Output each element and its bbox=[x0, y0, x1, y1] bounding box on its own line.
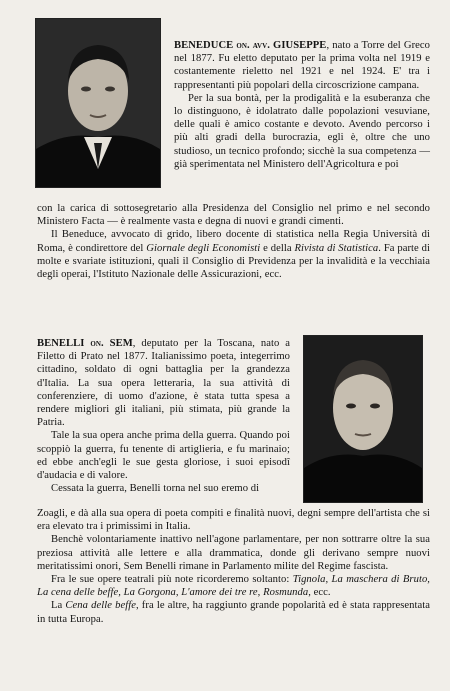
journal-title-2: Rivista di Statistica bbox=[294, 242, 379, 254]
bio-beneduce-para3 bbox=[37, 228, 430, 281]
bio-benelli-name: BENELLI bbox=[37, 338, 85, 349]
bio-beneduce-firstname: GIUSEPPE bbox=[273, 40, 327, 51]
bio-benelli-para6-b: , fra le altre, ha raggiunto grande popolarità ed è stata rappresentata in tutta Europa. bbox=[37, 600, 430, 625]
bio-benelli-para3-continued: Zoagli, e dà alla sua opera di poeta compiti e finalità nuovi, degni sempre dell'artista che si era elevato tra i primissimi in Italia. bbox=[37, 508, 430, 533]
bio-benelli-para6 bbox=[37, 599, 430, 625]
bio-beneduce-para3-b: e della bbox=[260, 242, 295, 254]
bio-beneduce-para2: Per la sua bontà, per la prodigalità e la esuberanza che lo distinguono, è idolatrato dalle popolazioni vesuviane, delle quali è amico costante e devoto. Avendo percorso i più alti gradi della burocrazia, egli è, oltre che uno studioso, un tecnico profondo; sicchè la sua competenza — già sperimentata nel Ministero dell'Agricoltura e poi bbox=[174, 92, 430, 170]
bio-benelli-para5-b: , ecc. bbox=[308, 587, 331, 599]
work-title: Cena delle beffe bbox=[65, 600, 136, 612]
bio-beneduce-title: on. avv. bbox=[236, 40, 270, 51]
bio-beneduce-intro: Torre del Greco nel 1877. Fu eletto deputato per la prima volta nel 1919 e costantemente rieletto nel 1921 e nel 1924. E' tra i rappresentanti più popolari della circoscrizione campana. bbox=[174, 40, 431, 91]
portrait-beneduce-photo bbox=[35, 18, 161, 188]
bio-beneduce-top bbox=[174, 39, 430, 171]
bio-beneduce-line1-rest: , nato a bbox=[326, 40, 359, 51]
bio-benelli-para3-top: Cessata la guerra, Benelli torna nel suo eremo di bbox=[51, 483, 260, 495]
bio-benelli-para4: Benchè volontariamente inattivo nell'agone parlamentare, per non sottrarre oltre la sua preziosa attività alle lettere e alla drammatica, donde gli derivano sempre nuovi meritatissimi onori, Sem Benelli rimane in Parlamento milite del Regime fascista. bbox=[37, 534, 430, 572]
bio-beneduce-name: BENEDUCE bbox=[174, 40, 234, 51]
bio-benelli-para2: Tale la sua opera anche prima della guerra. Quando poi scoppiò la guerra, fu tenente di artiglieria, e fu marinaio; ed ebbe anch'egli le sue gesta gloriose, i suoi episodî d'audacia e di valore. bbox=[37, 430, 290, 482]
bio-beneduce-para3-c: . Fa parte di molte e svariate istituzioni, quali il Consiglio di Previdenza per la invalidità e la vecchiaia degli operai, l'Istituto Nazionale delle Assicurazioni, ecc. bbox=[37, 242, 430, 281]
bio-beneduce-continued bbox=[37, 202, 430, 281]
bio-beneduce-para2-continued: con la carica di sottosegretario alla Presidenza del Consiglio nel primo e nel secondo Ministero Facta — è realmente vasta e degna di nuovi e grandi cimenti. bbox=[37, 203, 430, 228]
portrait-benelli-photo bbox=[303, 335, 423, 503]
bio-benelli-title: on. bbox=[90, 338, 104, 349]
bio-benelli-continued bbox=[37, 507, 430, 626]
bio-benelli-para6-a: La bbox=[51, 600, 66, 612]
bio-benelli-intro: , deputato per la Toscana, nato a Filetto di Prato nel 1877. Italianissimo poeta, integerrimo cittadino, soldato di ogni battaglia per la grandezza d'Italia. La sua opera letteraria, la sua attività di conferenziere, di uomo d'azione, è stata tutta spesa a rendere migliori gli italiani, più stimata, più grande la Patria. bbox=[37, 338, 291, 429]
bio-beneduce-para3-a: Il Beneduce, avvocato di grido, libero docente di statistica nella Regia Università di Roma, è condirettore del bbox=[37, 229, 430, 254]
bio-benelli-firstname: SEM bbox=[109, 338, 133, 349]
bio-benelli-para5-a: Fra le sue opere teatrali più note ricorderemo soltanto: bbox=[51, 574, 293, 586]
bio-benelli-para5 bbox=[37, 573, 430, 599]
works-list: Tignola, La maschera di Bruto, La cena delle beffe, La Gorgona, L'amore dei tre re, Rosmunda bbox=[37, 574, 430, 599]
bio-benelli-top bbox=[37, 337, 290, 495]
journal-title: Giornale degli Economisti bbox=[146, 242, 261, 254]
